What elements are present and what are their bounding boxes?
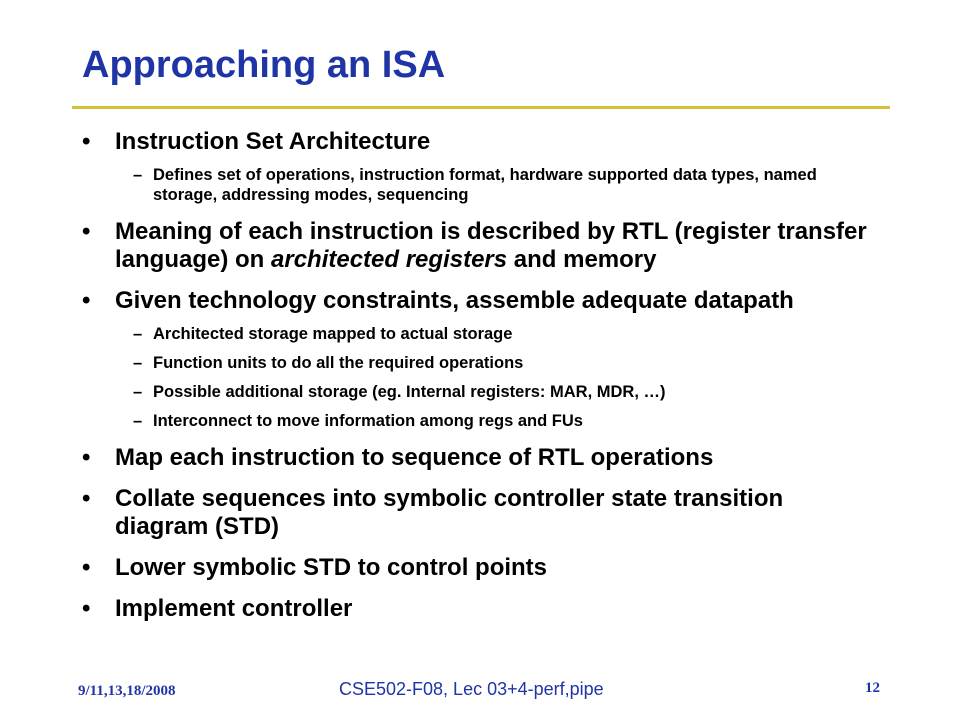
bullet-item (82, 287, 882, 315)
sub-bullet-text: Defines set of operations, instruction format, hardware supported data types, named storage, addressing modes, sequencing (153, 166, 817, 204)
bullet-item (82, 595, 882, 623)
sub-bullet-item (82, 165, 882, 205)
dash-icon: – (133, 383, 143, 401)
bullet-item (82, 128, 882, 156)
bullet-text-emphasis: architected registers (271, 246, 508, 273)
bullet-icon: • (82, 444, 91, 471)
sub-bullet-item (82, 324, 882, 344)
sub-bullet-text: Function units to do all the required operations (153, 354, 524, 372)
footer-course: CSE502-F08, Lec 03+4-perf,pipe (339, 679, 604, 699)
bullet-text: Instruction Set Architecture (115, 128, 431, 155)
bullet-item (82, 444, 882, 472)
footer-date: 9/11,13,18/2008 (78, 683, 176, 699)
bullet-icon: • (82, 128, 91, 155)
sub-bullet-text: Architected storage mapped to actual storage (153, 325, 513, 343)
sub-bullet-item (82, 411, 882, 431)
dash-icon: – (133, 325, 143, 343)
bullet-text: Given technology constraints, assemble adequate datapath (115, 287, 794, 314)
slide-title: Approaching an ISA (82, 44, 446, 86)
dash-icon: – (133, 354, 143, 372)
bullet-item (82, 554, 882, 582)
bullet-item (82, 218, 882, 274)
bullet-icon: • (82, 287, 91, 314)
bullet-icon: • (82, 218, 91, 245)
page-number: 12 (865, 680, 880, 696)
sub-bullet-item (82, 353, 882, 373)
bullet-item (82, 485, 882, 541)
dash-icon: – (133, 412, 143, 430)
bullet-text-part: and memory (507, 246, 657, 273)
sub-bullet-text: Interconnect to move information among regs and FUs (153, 412, 583, 430)
title-underline (72, 106, 890, 109)
bullet-text: Implement controller (115, 595, 353, 622)
bullet-icon: • (82, 595, 91, 622)
bullet-text: Map each instruction to sequence of RTL operations (115, 444, 714, 471)
sub-bullet-item (82, 382, 882, 402)
bullet-text: Collate sequences into symbolic controller state transition diagram (STD) (115, 485, 784, 540)
bullet-icon: • (82, 554, 91, 581)
slide-body (82, 128, 882, 623)
bullet-icon: • (82, 485, 91, 512)
dash-icon: – (133, 166, 143, 184)
bullet-text: Lower symbolic STD to control points (115, 554, 548, 581)
sub-bullet-text: Possible additional storage (eg. Internal registers: MAR, MDR, …) (153, 383, 666, 401)
bullet-text-part: Meaning of each instruction is described by RTL (register transfer language) on (115, 218, 867, 273)
